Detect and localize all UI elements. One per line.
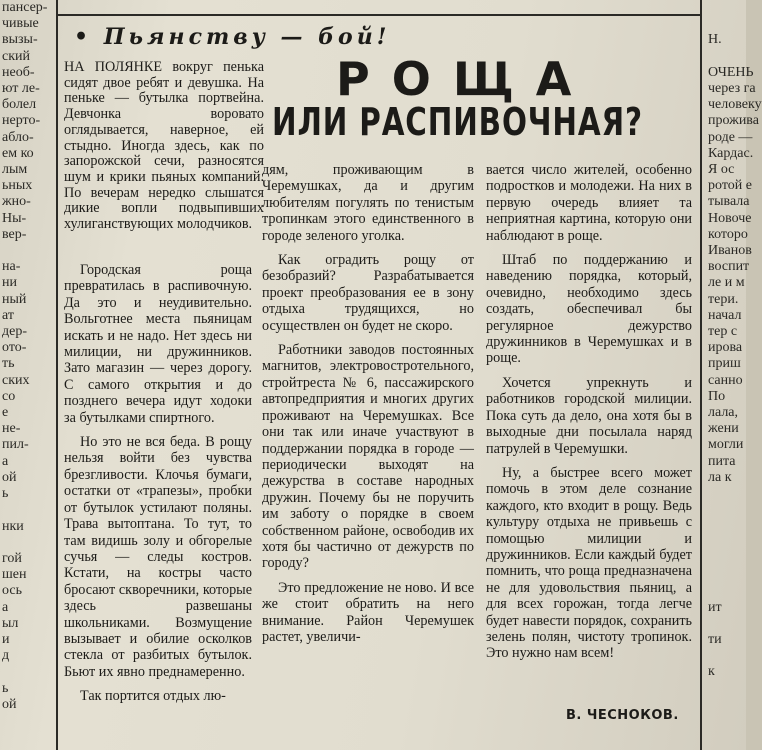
column-fragment: ой [2, 696, 17, 712]
article-paragraph: Это предложение не ново. И все же стоит обратить на него внимание. Район Черемушек растет, увеличи- [262, 579, 474, 645]
article-paragraph: Ну, а быстрее всего может помочь в этом деле сознание каждого, кто входит в рощу. Ведь культуру отдыха не привьешь с помощью милиции и дружинников. Если каждый будет помнить, что роща предназначена не для удовольствия пьяниц, а для всех горожан, тогда легче будет навести порядок, сохранить зелень полян, чистоту тропинок. Это нужно нам всем! [486, 464, 692, 662]
article-column-1 [64, 262, 252, 713]
column-fragment: По [708, 388, 726, 404]
column-fragment: ный [2, 291, 27, 307]
column-fragment: вызы- [2, 32, 38, 48]
top-rule [56, 14, 702, 16]
left-column-rule [56, 0, 58, 750]
column-fragment [704, 0, 748, 16]
article-column-3 [486, 162, 692, 670]
lead-paragraph: НА ПОЛЯНКЕ вокруг пенька сидят двое ребят и девушка. На пеньке — бутылка портвейна. Девчонка воровато оглядывается, наверное, ей стыдно. Иногда здесь, как по запорожской сечи, разносятся шум и крики пьяных компаний. По вечерам нередко слышатся дикие вопли подвыпивших хулиганствующих молодчиков. [64, 59, 264, 233]
column-fragment: ыл [2, 615, 19, 631]
column-fragment: необ- [2, 64, 35, 80]
column-fragment: ти [708, 631, 722, 647]
left-column-fragments [0, 0, 52, 713]
column-fragment: со [2, 388, 16, 404]
column-fragment: Новоче [708, 210, 752, 226]
column-fragment: болел [2, 97, 37, 113]
column-fragment: прожива [708, 113, 759, 129]
column-fragment: жени [708, 421, 739, 437]
article-paragraph: Хочется упрекнуть и работников городской милиции. Пока суть да дело, она хотя бы в выходные дни посылала наряд патрулей в Черемушки. [486, 374, 692, 457]
column-fragment: Н. [708, 32, 722, 48]
column-fragment: ских [2, 372, 30, 388]
column-fragment [704, 551, 748, 567]
column-fragment: ни [2, 275, 17, 291]
column-fragment: пита [708, 453, 736, 469]
column-fragment [0, 535, 52, 551]
article-paragraph: вается число жителей, особенно подростков и молодежи. На них в первую очередь влияет та неприятная картина, которую они наблюдают в роще. [486, 162, 692, 244]
column-fragment: ось [2, 583, 22, 599]
column-fragment: ют ле- [2, 81, 40, 97]
column-fragment: лала, [708, 405, 739, 421]
left-neighbor-column [0, 0, 52, 750]
column-fragment: ОЧЕНЬ [708, 64, 754, 80]
column-fragment [0, 664, 52, 680]
column-fragment: гой [2, 550, 22, 566]
column-fragment [704, 502, 748, 518]
column-fragment: ский [2, 48, 30, 64]
column-fragment [704, 49, 748, 65]
article-paragraph: Работники заводов постоянных магнитов, электровостротельного, стройтреста № 6, пассажирского автопредприятия и многих других проживают на Черемушках. Все они так или иначе участвуют в поддержании порядка в городе — периодически выходят на дежурства в составе народных дружин. Почему бы не поручить им заботу о порядке в своем собственном районе, освободив их хотя бы частично от дежурств по городу? [262, 342, 474, 572]
column-fragment: Я ос [708, 162, 735, 178]
column-fragment: через га [708, 81, 756, 97]
column-fragment: тывала [708, 194, 750, 210]
column-fragment: тери. [708, 291, 739, 307]
column-fragment: а [2, 453, 9, 469]
right-column-fragments [704, 0, 762, 681]
column-fragment: тер с [708, 324, 738, 340]
column-fragment: лым [2, 162, 28, 178]
column-fragment: и [2, 631, 10, 647]
column-fragment [704, 519, 748, 535]
headline-line-1: РОЩА [336, 52, 594, 106]
column-fragment: абло- [2, 129, 34, 145]
right-column-rule [700, 0, 702, 750]
column-fragment: нерто- [2, 113, 41, 129]
column-fragment: чивые [2, 16, 39, 32]
column-fragment: ирова [708, 340, 743, 356]
column-fragment [704, 648, 748, 664]
column-fragment: ото- [2, 340, 27, 356]
column-fragment: ь [2, 680, 9, 696]
headline-line-2: ИЛИ РАСПИВОЧНАЯ? [272, 100, 643, 144]
column-fragment: ем ко [2, 145, 34, 161]
right-neighbor-column [704, 0, 762, 750]
column-fragment: вер- [2, 226, 27, 242]
column-fragment: человеку [708, 97, 762, 113]
column-fragment: воспит [708, 259, 750, 275]
column-fragment: е [2, 405, 9, 421]
column-fragment: д [2, 648, 10, 664]
column-fragment: могли [708, 437, 744, 453]
column-fragment [704, 486, 748, 502]
column-fragment [0, 243, 52, 259]
article-paragraph: дям, проживающим в Черемушках, да и другим любителям погулять по тенистым тропинкам этого единственного в городе зеленого уголка. [262, 162, 474, 244]
column-fragment [704, 616, 748, 632]
article-paragraph: Как оградить рощу от безобразий? Разрабатывается проект преобразования ее в зону отдыха трудящихся, но осуществлен он будет не скоро. [262, 252, 474, 334]
column-fragment: санно [708, 372, 743, 388]
column-fragment: пансер- [2, 0, 48, 15]
column-fragment: которо [708, 226, 748, 242]
column-fragment [704, 583, 748, 599]
column-fragment: начал [708, 307, 742, 323]
column-fragment: приш [708, 356, 741, 372]
column-fragment: ла к [708, 469, 732, 485]
column-fragment: шен [2, 567, 27, 583]
column-fragment: Ны- [2, 210, 27, 226]
column-fragment: Кардас. [708, 145, 754, 161]
column-fragment: ле и м [708, 275, 745, 291]
rubric-heading: • Пьянству — бой! [74, 24, 391, 50]
column-fragment: Иванов [708, 243, 752, 259]
article-paragraph: Так портится отдых лю- [80, 688, 226, 705]
column-fragment: жно- [2, 194, 31, 210]
column-fragment: роде — [708, 129, 753, 145]
column-fragment: к [708, 664, 715, 680]
column-fragment: ой [2, 469, 17, 485]
column-fragment: ьных [2, 178, 33, 194]
column-fragment: пил- [2, 437, 29, 453]
column-fragment [0, 502, 52, 518]
column-fragment [704, 16, 748, 32]
column-fragment: ит [708, 599, 722, 615]
column-fragment: а [2, 599, 9, 615]
author-signature: В. ЧЕСНОКОВ. [566, 708, 679, 723]
column-fragment: ротой е [708, 178, 752, 194]
column-fragment: ь [2, 486, 9, 502]
article-paragraph: Штаб по поддержанию и наведению порядка, который, очевидно, необходимо здесь создать, обеспечивал бы регулярное дежурство дружинников в Черемушках и в роще. [486, 252, 692, 367]
column-fragment: ть [2, 356, 15, 372]
column-fragment: ат [2, 307, 14, 323]
column-fragment: дер- [2, 324, 27, 340]
article-paragraph: Но это не вся беда. В рощу нельзя войти без чувства брезгливости. Клочья бумаги, остатки от «трапезы», пробки от бутылок устилают поляны. Трава вытоптана. То тут, то там видишь золу и обгорелые сучья — следы костров. Кстати, на костры часто бросают скворечники, которые здесь развешаны школьниками. Возмущение вызывает и обилие осколков стекла от разбитых бутылок. Бьют их явно преднамеренно. [64, 434, 252, 680]
column-fragment [704, 535, 748, 551]
column-fragment: нки [2, 518, 24, 534]
column-fragment: не- [2, 421, 21, 437]
article-paragraph: Городская роща превратилась в распивочную. Да это и неудивительно. Вольготнее места пьяницам искать и не надо. Нет здесь ни милиции, ни дружинников. Зато магазин — через дорогу. С самого открытия и до позднего вечера идут ходоки за бутылками спиртного. [64, 262, 252, 426]
article-column-2 [262, 162, 474, 653]
column-fragment [704, 567, 748, 583]
column-fragment: на- [2, 259, 21, 275]
